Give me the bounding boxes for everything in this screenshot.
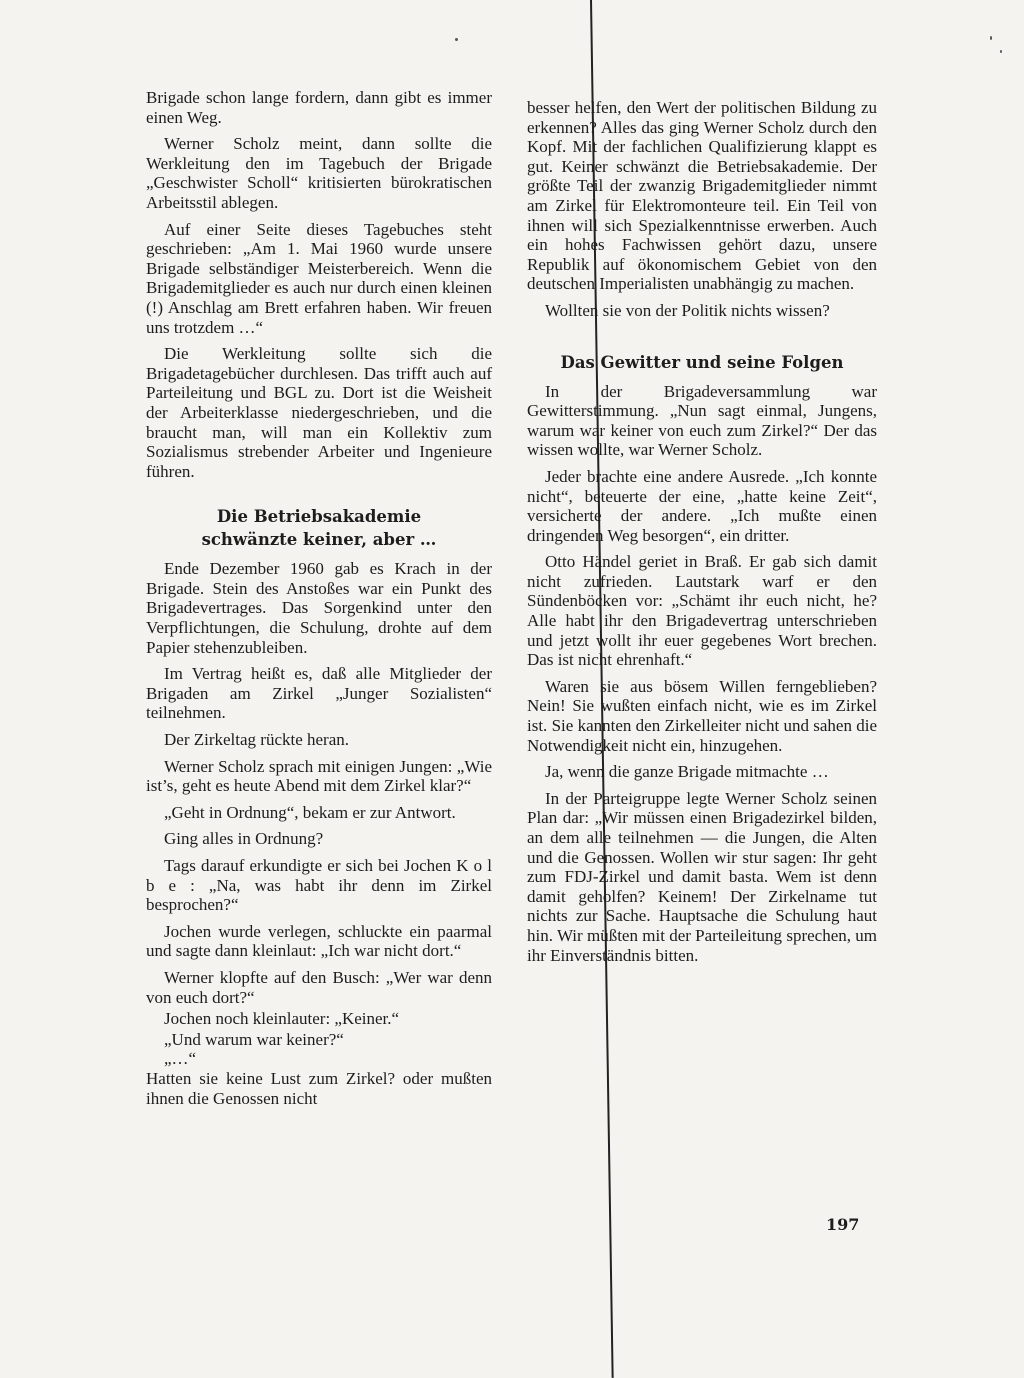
paragraph: Die Werkleitung sollte sich die Brigadetagebücher durchlesen. Das trifft auch auf Parteileitung und BGL zu. Dort ist die Weisheit der Arbeiterklasse niedergeschrieben, und die braucht man, will man ein Kollektiv zum Sozialismus strebender Arbeiter und Ingenieure führen.: [146, 344, 492, 481]
paragraph: Jochen noch kleinlauter: „Keiner.“: [164, 1009, 400, 1029]
paragraph: Hatten sie keine Lust zum Zirkel? oder mußten ihnen die Genossen nicht: [146, 1068, 492, 1108]
paragraph: Werner Scholz meint, dann sollte die Werkleitung den im Tagebuch der Brigade „Geschwister Scholl“ kritisierten bürokratischen Arbeitsstil ablegen.: [146, 134, 492, 212]
paragraph: Brigade schon lange fordern, dann gibt es immer einen Weg.: [146, 88, 492, 127]
paragraph: Otto Händel geriet in Braß. Er gab sich damit nicht zufrieden. Lautstark warf er den Sündenböcken vor: „Schämt ihr euch nicht, he? Alle habt ihr den Brigadevertrag unterschrieben und jetzt wollt ihr euer gegebenes Wort brechen. Das ist nicht ehrenhaft.“: [527, 552, 877, 670]
paragraph: Werner klopfte auf den Busch: „Wer war denn von euch dort?“: [146, 967, 492, 1007]
speck-mark: [990, 36, 992, 40]
section-heading: Das Gewitter und seine Folgen: [560, 352, 844, 372]
paragraph: Jeder brachte eine andere Ausrede. „Ich konnte nicht“, beteuerte der eine, „hatte keine Zeit“, versicherte der andere. „Ich mußte einen dringenden Weg besorgen“, ein dritter.: [527, 466, 877, 545]
paragraph: „Geht in Ordnung“, bekam er zur Antwort.: [164, 802, 456, 822]
paragraph: In der Brigadeversammlung war Gewitterstimmung. „Nun sagt einmal, Jungens, warum war keiner von euch zum Zirkel?“ Der das wissen wollte, war Werner Scholz.: [527, 381, 877, 460]
paragraph: besser helfen, den Wert der politischen Bildung zu erkennen? Alles das ging Werner Scholz durch den Kopf. Mit der fachlichen Qualifizierung klappt es gut. Keiner schwänzt die Betriebsakademie. Der größte Teil der zwanzig Brigademitglieder nimmt am Zirkel für Elektromonteure teil. Ein Teil von ihnen will sich Spezialkenntnisse erwerben. Auch ein hohes Fachwissen gehört dazu, unsere Republik auf ökonomischem Gebiet von den deutschen Imperialisten unabhängig zu machen.: [527, 98, 877, 294]
paragraph: Ja, wenn die ganze Brigade mitmachte …: [545, 762, 829, 782]
paragraph: „…“: [164, 1049, 197, 1069]
paragraph: Waren sie aus bösem Willen ferngeblieben? Nein! Sie wußten einfach nicht, wie es im Zirkel ist. Sie kannten den Zirkelleiter nicht und sahen die Notwendigkeit nicht ein, hinzugehen.: [527, 676, 877, 755]
paragraph: Der Zirkeltag rückte heran.: [164, 730, 350, 750]
speck-mark: [455, 38, 458, 41]
speck-mark: [1000, 50, 1002, 53]
section-heading-line1: Die Betriebsakademie: [216, 507, 422, 527]
section-heading: [146, 505, 492, 551]
paragraph: Im Vertrag heißt es, daß alle Mitglieder der Brigaden am Zirkel „Junger Sozialisten“ teilnehmen.: [146, 664, 492, 723]
paragraph: Ging alles in Ordnung?: [164, 829, 324, 849]
left-column: [146, 88, 492, 1115]
paragraph: Jochen wurde verlegen, schluckte ein paarmal und sagte dann kleinlaut: „Ich war nicht dort.“: [146, 921, 492, 961]
paragraph: Ende Dezember 1960 gab es Krach in der Brigade. Stein des Anstoßes war ein Punkt des Brigadevertrages. Das Sorgenkind unter den Verpflichtungen, die Schulung, drohte auf dem Papier stehenzubleiben.: [146, 559, 492, 657]
paragraph: In der Parteigruppe legte Werner Scholz seinen Plan dar: „Wir müssen einen Brigadezirkel bilden, an dem alle teilnehmen — die Jungen, die Alten und die Genossen. Wollen wir stur sagen: Ihr geht zum FDJ-Zirkel und damit basta. Wem ist denn damit geholfen? Keinem! Der Zirkelname tut nichts zur Sache. Hauptsache die Schulung haut hin. Wir müßten mit der Parteileitung sprechen, um ihr Einverständnis bitten.: [527, 788, 877, 965]
paragraph: Werner Scholz sprach mit einigen Jungen: „Wie ist’s, geht es heute Abend mit dem Zirkel klar?“: [146, 756, 492, 796]
paragraph: Auf einer Seite dieses Tagebuches steht geschrieben: „Am 1. Mai 1960 wurde unsere Brigade selbständiger Meisterbereich. Wenn die Brigademitglieder es auch nur durch einen kleinen (!) Anschlag am Brett erfahren haben. Wir freuen uns trotzdem …“: [146, 219, 492, 337]
paragraph: Tags darauf erkundigte er sich bei Jochen K o l b e : „Na, was habt ihr denn im Zirkel besprochen?“: [146, 856, 492, 915]
page-number: 197: [826, 1215, 860, 1234]
paragraph: Wollten sie von der Politik nichts wissen?: [545, 300, 830, 320]
right-column: [527, 98, 877, 972]
section-heading-line2: schwänzte keiner, aber …: [201, 530, 437, 550]
paragraph: „Und warum war keiner?“: [164, 1029, 344, 1049]
